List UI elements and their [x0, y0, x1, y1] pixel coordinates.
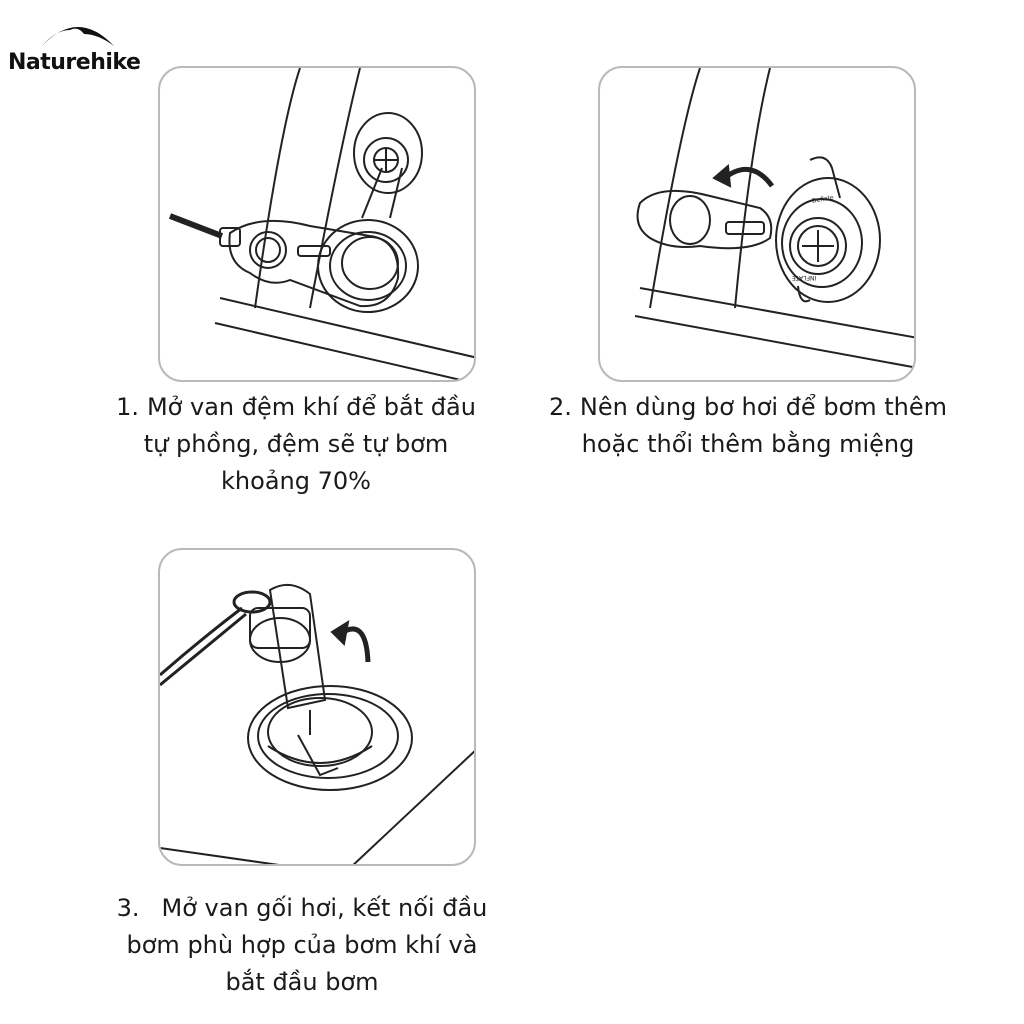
- curved-arrow-icon: [714, 166, 772, 186]
- step-2-line-2: hoặc thổi thêm bằng miệng: [581, 430, 915, 458]
- step-3-number: 3.: [116, 894, 140, 922]
- deflate-label: Deflate: [811, 194, 835, 205]
- brand-name: Naturehike: [8, 50, 141, 75]
- step-1-caption: [96, 389, 496, 500]
- step-1-line-1: Mở van đệm khí để bắt đầu: [146, 393, 476, 421]
- step-2-illustration: [598, 66, 916, 382]
- mountain-logo-icon: [38, 16, 118, 50]
- step-3-caption: [96, 890, 508, 1001]
- curved-arrow-icon: [332, 622, 368, 662]
- step-1-illustration: [158, 66, 476, 382]
- step-3-line-2: bơm phù hợp của bơm khí và: [126, 931, 478, 959]
- inflate-label: INFLATE: [792, 274, 817, 281]
- step-1-line-2: tự phồng, đệm sẽ tự bơm: [143, 430, 449, 458]
- brand-logo: [8, 16, 148, 82]
- step-2-number: 2.: [548, 393, 572, 421]
- step-1-line-3: khoảng 70%: [221, 467, 371, 495]
- step-2-line-1: Nên dùng bơ hơi để bơm thêm: [579, 393, 948, 421]
- step-1-number: 1.: [116, 393, 139, 421]
- step-3-line-1: Mở van gối hơi, kết nối đầu: [161, 894, 488, 922]
- step-3-line-3: bắt đầu bơm: [225, 968, 379, 996]
- step-3-illustration: [158, 548, 476, 866]
- step-2-caption: [528, 389, 968, 463]
